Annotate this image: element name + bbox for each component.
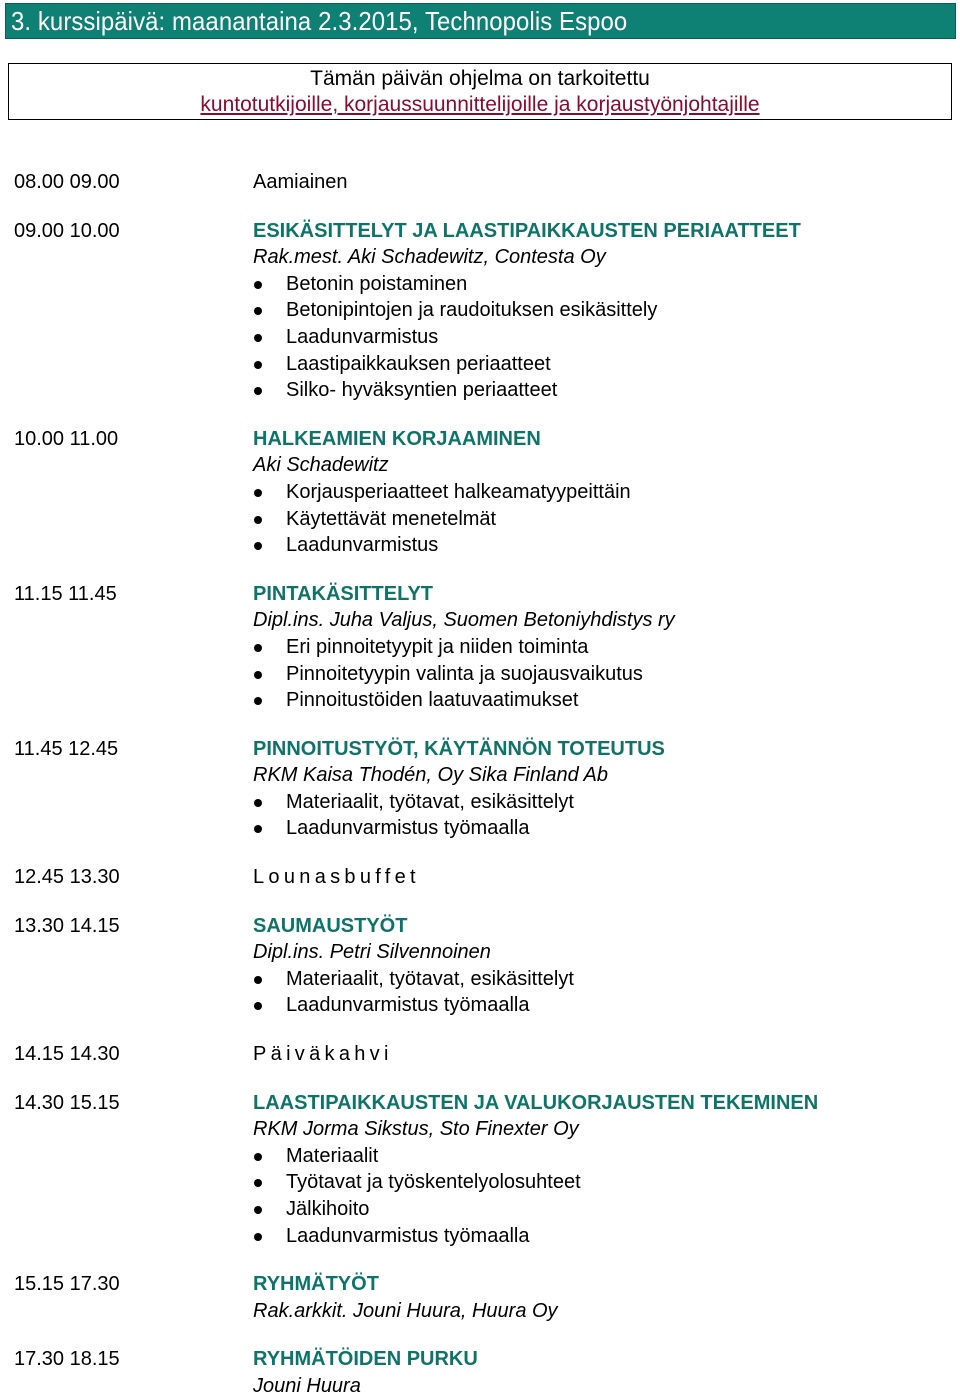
session-time: 14.15 14.30	[14, 1043, 120, 1066]
topic-item	[253, 1196, 944, 1223]
topic-item	[253, 479, 944, 506]
topic-item	[253, 377, 944, 404]
session-title: LAASTIPAIKKAUSTEN JA VALUKORJAUSTEN TEKEMINEN	[253, 1091, 819, 1114]
session-content	[253, 864, 944, 891]
session-speaker: RKM Jorma Sikstus, Sto Finexter Oy	[253, 1118, 579, 1141]
bullet-icon	[254, 542, 262, 550]
session-content	[253, 581, 944, 714]
bullet-icon	[254, 1002, 262, 1010]
schedule	[14, 169, 944, 1400]
bullet-icon	[254, 281, 262, 289]
session-speaker: Dipl.ins. Juha Valjus, Suomen Betoniyhdistys ry	[253, 609, 675, 632]
topic-text: Betonin poistaminen	[286, 272, 468, 295]
schedule-row	[14, 1271, 944, 1324]
session-content	[253, 1346, 944, 1399]
bullet-icon	[254, 361, 262, 369]
schedule-row	[14, 581, 944, 714]
session-time: 08.00 09.00	[14, 171, 120, 193]
session-speaker: Rak.arkkit. Jouni Huura, Huura Oy	[253, 1299, 558, 1322]
session-content	[253, 1090, 944, 1250]
audience-intro: Tämän päivän ohjelma on tarkoitettu	[310, 67, 650, 90]
bullet-icon	[254, 516, 262, 524]
bullet-icon	[254, 307, 262, 315]
session-content	[253, 1041, 944, 1068]
session-time: 15.15 17.30	[14, 1273, 120, 1296]
session-content	[253, 426, 944, 559]
session-speaker: Dipl.ins. Petri Silvennoinen	[253, 941, 491, 964]
topic-item	[253, 297, 944, 324]
topic-item	[253, 687, 944, 714]
audience-box	[8, 63, 952, 120]
topic-text: Käytettävät menetelmät	[286, 507, 497, 530]
session-time: 13.30 14.15	[14, 914, 120, 937]
topic-text: Pinnoitetyypin valinta ja suojausvaikutus	[286, 662, 643, 685]
schedule-row	[14, 913, 944, 1019]
session-title: HALKEAMIEN KORJAAMINEN	[253, 427, 541, 450]
schedule-row	[14, 169, 944, 196]
topic-list	[253, 271, 944, 404]
topic-text: Laadunvarmistus	[286, 325, 439, 348]
session-content	[253, 913, 944, 1019]
topic-item	[253, 1223, 944, 1250]
session-content	[253, 218, 944, 404]
topic-item	[253, 661, 944, 688]
topic-text: Materiaalit, työtavat, esikäsittelyt	[286, 790, 574, 813]
topic-list	[253, 966, 944, 1019]
session-time: 17.30 18.15	[14, 1348, 120, 1371]
topic-item	[253, 992, 944, 1019]
session-title: PINNOITUSTYÖT, KÄYTÄNNÖN TOTEUTUS	[253, 737, 665, 760]
bullet-icon	[254, 976, 262, 984]
topic-text: Silko- hyväksyntien periaatteet	[286, 379, 558, 402]
topic-item	[253, 506, 944, 533]
topic-item	[253, 324, 944, 351]
topic-text: Laadunvarmistus	[286, 534, 439, 557]
schedule-row	[14, 864, 944, 891]
bullet-icon	[254, 1233, 262, 1241]
bullet-icon	[254, 1179, 262, 1187]
topic-text: Laadunvarmistus työmaalla	[286, 817, 530, 840]
topic-item	[253, 532, 944, 559]
session-title: ESIKÄSITTELYT JA LAASTIPAIKKAUSTEN PERIAATTEET	[253, 219, 801, 242]
topic-item	[253, 966, 944, 993]
bullet-icon	[254, 644, 262, 652]
topic-text: Materiaalit, työtavat, esikäsittelyt	[286, 967, 574, 990]
schedule-row	[14, 1090, 944, 1250]
schedule-row	[14, 218, 944, 404]
schedule-row	[14, 426, 944, 559]
bullet-icon	[254, 489, 262, 497]
topic-item	[253, 271, 944, 298]
session-title: Lounasbuffet	[253, 866, 420, 889]
bullet-icon	[254, 1153, 262, 1161]
bullet-icon	[254, 334, 262, 342]
session-title: RYHMÄTÖIDEN PURKU	[253, 1348, 478, 1371]
schedule-row	[14, 736, 944, 842]
bullet-icon	[254, 697, 262, 705]
bullet-icon	[254, 387, 262, 395]
audience-list: kuntotutkijoille, korjaussuunnittelijoille ja korjaustyönjohtajille	[200, 93, 760, 116]
topic-text: Jälkihoito	[286, 1198, 370, 1220]
session-content	[253, 1271, 944, 1324]
session-time: 11.45 12.45	[14, 737, 119, 760]
session-time: 14.30 15.15	[14, 1091, 120, 1114]
topic-list	[253, 479, 944, 559]
bullet-icon	[254, 825, 262, 833]
session-title: SAUMAUSTYÖT	[253, 914, 408, 937]
topic-text: Korjausperiaatteet halkeamatyypeittäin	[286, 480, 631, 503]
topic-text: Eri pinnoitetyypit ja niiden toiminta	[286, 635, 589, 658]
session-speaker: Aki Schadewitz	[253, 454, 389, 477]
topic-text: Materiaalit	[286, 1144, 379, 1167]
session-time: 12.45 13.30	[14, 866, 120, 889]
session-time: 11.15 11.45	[14, 582, 117, 605]
topic-item	[253, 1143, 944, 1170]
topic-list	[253, 789, 944, 842]
day-title: 3. kurssipäivä: maanantaina 2.3.2015, Technopolis Espoo	[11, 6, 628, 36]
topic-item	[253, 1169, 944, 1196]
session-time: 09.00 10.00	[14, 219, 120, 242]
session-content	[253, 169, 944, 196]
bullet-icon	[254, 1206, 262, 1214]
bullet-icon	[254, 671, 262, 679]
session-title: Päiväkahvi	[253, 1043, 393, 1066]
topic-item	[253, 634, 944, 661]
session-speaker: Rak.mest. Aki Schadewitz, Contesta Oy	[253, 246, 606, 269]
topic-text: Työtavat ja työskentelyolosuhteet	[286, 1171, 581, 1194]
topic-list	[253, 634, 944, 714]
topic-text: Laadunvarmistus työmaalla	[286, 994, 530, 1017]
session-time: 10.00 11.00	[14, 427, 119, 450]
topic-text: Betonipintojen ja raudoituksen esikäsittely	[286, 299, 658, 322]
session-title: PINTAKÄSITTELYT	[253, 582, 434, 605]
topic-item	[253, 351, 944, 378]
bullet-icon	[254, 799, 262, 807]
topic-text: Laadunvarmistus työmaalla	[286, 1224, 530, 1247]
topic-item	[253, 815, 944, 842]
session-speaker: RKM Kaisa Thodén, Oy Sika Finland Ab	[253, 764, 608, 787]
session-speaker: Jouni Huura	[253, 1374, 361, 1397]
day-title-banner	[5, 3, 956, 39]
session-title: Aamiainen	[253, 171, 348, 193]
schedule-row	[14, 1346, 944, 1399]
session-content	[253, 736, 944, 842]
topic-item	[253, 789, 944, 816]
topic-text: Pinnoitustöiden laatuvaatimukset	[286, 689, 579, 712]
topic-list	[253, 1143, 944, 1249]
topic-text: Laastipaikkauksen periaatteet	[286, 352, 551, 375]
schedule-row	[14, 1041, 944, 1068]
session-title: RYHMÄTYÖT	[253, 1273, 379, 1296]
